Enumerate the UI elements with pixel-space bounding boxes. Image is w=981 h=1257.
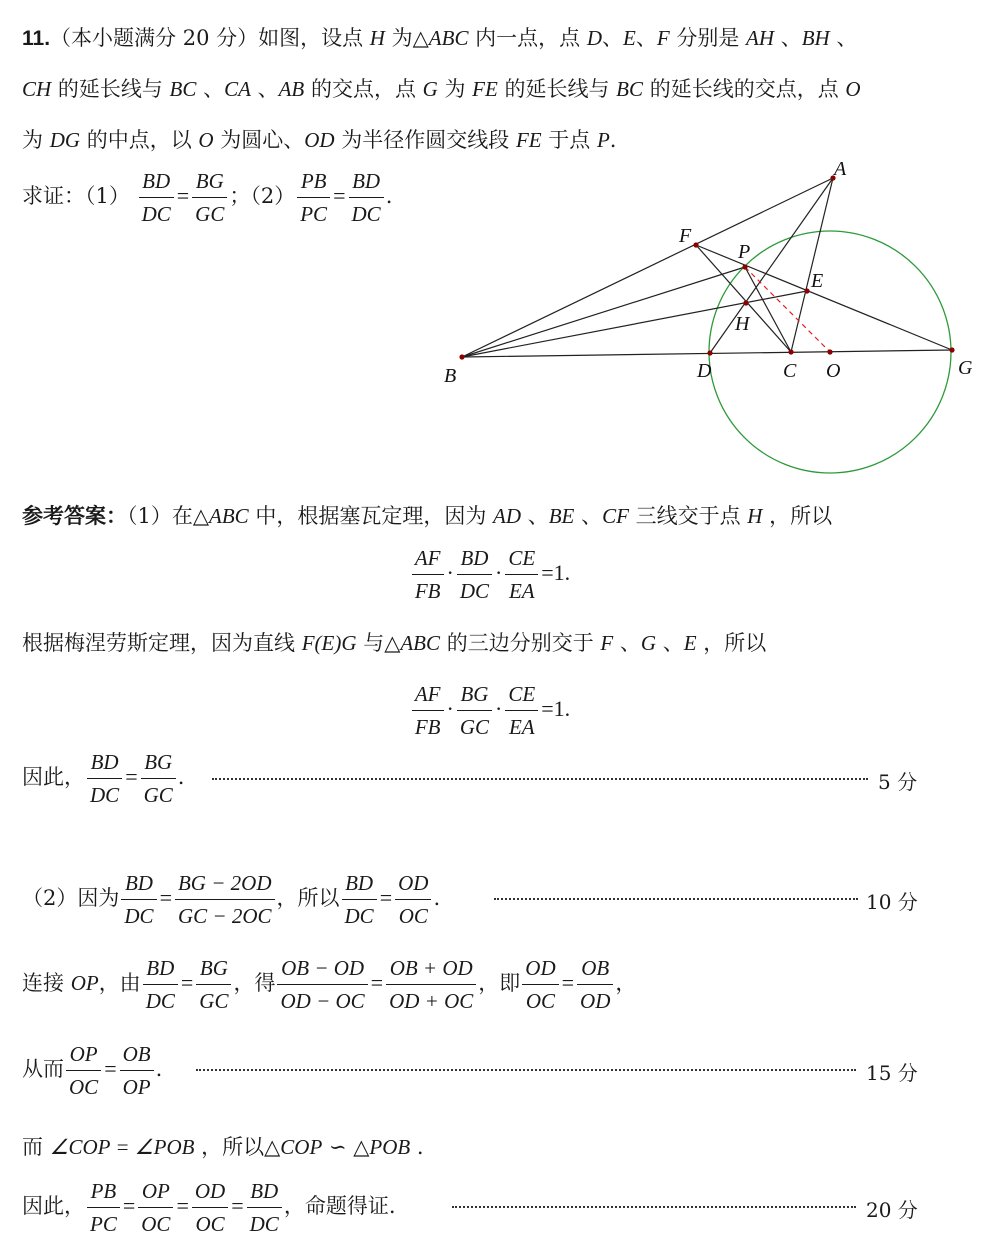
point-d — [707, 350, 712, 355]
numerator: OP — [138, 1176, 173, 1208]
rhs: =1. — [541, 696, 571, 721]
label-a: A — [834, 158, 847, 180]
equals: = — [333, 183, 346, 208]
equals: = — [159, 885, 172, 910]
point-h — [743, 300, 748, 305]
denominator: GC — [199, 989, 229, 1013]
text: 、 — [774, 26, 802, 50]
geometry-figure — [0, 0, 981, 490]
text: （1）在△ — [127, 504, 210, 528]
math: F — [301, 631, 315, 655]
fraction — [522, 953, 558, 1016]
text: 而 — [22, 1135, 50, 1159]
point-f — [693, 242, 698, 247]
math: BC — [616, 77, 644, 101]
math: OP — [70, 971, 99, 995]
ceva-equation — [0, 543, 981, 606]
denominator: EA — [508, 715, 535, 739]
denominator: OC — [195, 1212, 225, 1236]
text: . — [385, 184, 393, 208]
answer-line-4 — [22, 868, 440, 931]
fraction — [577, 953, 613, 1016]
numerator: AF — [412, 543, 444, 575]
numerator: OD — [192, 1176, 228, 1208]
text: 与△ — [356, 631, 401, 655]
numerator: OD — [522, 953, 558, 985]
dotted-leader — [196, 1069, 856, 1071]
math: (E) — [314, 631, 342, 655]
dot: · — [495, 696, 503, 721]
math: CF — [602, 504, 629, 528]
rhs: =1. — [541, 560, 571, 585]
numerator: OB + OD — [386, 953, 476, 985]
denominator: DC — [249, 1212, 279, 1236]
math: FE — [472, 77, 498, 101]
segment-be — [462, 291, 807, 357]
numerator: BG − 2OD — [175, 868, 275, 900]
menelaus-equation — [0, 679, 981, 742]
text: ，所以 — [696, 631, 767, 655]
text: 为 — [22, 128, 50, 152]
numerator: BD — [349, 166, 384, 198]
denominator: FB — [414, 579, 441, 603]
text: . — [433, 886, 441, 910]
numerator: BD — [457, 543, 492, 575]
denominator: PC — [90, 1212, 117, 1236]
text: 中，根据塞瓦定理，因为 — [248, 504, 494, 528]
numerator: OP — [66, 1039, 101, 1071]
text: 连接 — [22, 971, 71, 995]
math: BC — [169, 77, 197, 101]
text: 的中点，以 — [80, 128, 199, 152]
text: 、 — [613, 631, 641, 655]
score-15: 15 分 — [866, 1061, 918, 1085]
fraction — [121, 868, 156, 931]
denominator: GC — [143, 783, 173, 807]
denominator: OC — [69, 1075, 99, 1099]
equals: = — [122, 1193, 136, 1218]
math: F — [600, 631, 614, 655]
fraction — [138, 1176, 173, 1239]
fraction — [395, 868, 431, 931]
answer-line-7 — [22, 1131, 424, 1161]
text: 因此， — [22, 765, 85, 789]
text: 、 — [196, 77, 225, 101]
text: 、 — [602, 26, 623, 50]
denominator: DC — [344, 904, 374, 928]
equals: = — [231, 1193, 244, 1218]
numerator: PB — [297, 166, 330, 198]
dotted-leader — [494, 898, 858, 900]
equals: = — [176, 183, 190, 208]
text: 三线交于点 — [628, 504, 748, 528]
label-g: G — [958, 357, 973, 379]
equals: = — [176, 1193, 189, 1218]
text: 分别是 — [669, 26, 747, 50]
score-20: 20 分 — [866, 1198, 918, 1222]
label-e: E — [811, 270, 824, 292]
equals: = — [379, 885, 393, 910]
equals: = — [125, 764, 138, 789]
math: CA — [224, 77, 251, 101]
math: COP — [280, 1135, 323, 1159]
text: ，命题得证. — [283, 1194, 396, 1218]
numerator: AF — [412, 679, 444, 711]
point-g — [949, 347, 954, 352]
answer-line-1 — [22, 500, 832, 530]
math: ABC — [428, 26, 469, 50]
math: G — [422, 77, 438, 101]
fraction — [412, 679, 444, 742]
text: 、 — [829, 26, 858, 50]
fraction — [87, 1176, 120, 1239]
denominator: PC — [300, 202, 328, 226]
text: . — [177, 765, 185, 789]
denominator: OP — [122, 1075, 151, 1099]
numerator: BD — [139, 166, 174, 198]
label-o: O — [826, 360, 841, 382]
text: 内一点，点 — [468, 26, 587, 50]
math: F — [656, 26, 670, 50]
equals: = — [561, 970, 575, 995]
numerator: BD — [342, 868, 377, 900]
text: . — [155, 1057, 163, 1081]
fraction — [412, 543, 444, 606]
math: O — [845, 77, 861, 101]
math: FE — [515, 128, 542, 152]
fraction — [120, 1039, 154, 1102]
text: 为△ — [384, 26, 429, 50]
text: ，得 — [233, 971, 276, 995]
numerator: OB — [577, 953, 613, 985]
numerator: OB — [120, 1039, 154, 1071]
denominator: OD − OC — [280, 989, 365, 1013]
score-10: 10 分 — [866, 890, 918, 914]
text: ，所以 — [762, 504, 833, 528]
text: ；（2） — [229, 184, 296, 208]
denominator: GC − 2OC — [177, 904, 272, 928]
numerator: BD — [247, 1176, 282, 1208]
text: ，由 — [98, 971, 141, 995]
math: O — [198, 128, 214, 152]
label-b: B — [444, 365, 457, 387]
segment-ba — [462, 178, 833, 357]
equals: = — [104, 1056, 117, 1081]
text: 于点 — [541, 128, 597, 152]
numerator: BG — [141, 747, 176, 779]
fraction — [277, 953, 367, 1016]
text: . — [609, 128, 617, 152]
numerator: BD — [121, 868, 156, 900]
label-p: P — [738, 241, 751, 263]
label-f: F — [679, 225, 692, 247]
numerator: CE — [505, 543, 538, 575]
text: 、 — [635, 26, 657, 50]
text: 的三边分别交于 — [440, 631, 601, 655]
math: E — [683, 631, 697, 655]
denominator: OD + OC — [389, 989, 474, 1013]
numerator: BG — [457, 679, 492, 711]
score-5: 5 分 — [878, 770, 918, 794]
numerator: CE — [505, 679, 538, 711]
math: BH — [801, 26, 830, 50]
label-h: H — [735, 313, 750, 335]
point-c — [788, 349, 793, 354]
dot: · — [446, 696, 454, 721]
point-p — [742, 264, 747, 269]
text: 为半径作圆交线段 — [334, 128, 516, 152]
math: ABC — [209, 504, 249, 528]
denominator: FB — [414, 715, 441, 739]
denominator: OC — [525, 989, 556, 1013]
text: ， — [615, 971, 637, 995]
dotted-leader — [212, 778, 868, 780]
answer-line-8 — [22, 1176, 396, 1239]
denominator: OD — [580, 989, 611, 1013]
denominator: DC — [124, 904, 154, 928]
math: AD — [493, 504, 522, 528]
text: 的交点，点 — [304, 77, 423, 101]
fraction — [505, 679, 538, 742]
answer-line-6 — [22, 1039, 162, 1102]
text: 的延长线与 — [51, 77, 170, 101]
fraction — [386, 953, 476, 1016]
math: E — [623, 26, 636, 50]
math: ABC — [400, 631, 441, 655]
fraction — [457, 679, 492, 742]
denominator: DC — [145, 989, 175, 1013]
math: ∠COP = ∠POB — [49, 1135, 195, 1159]
segment-ad — [710, 178, 833, 353]
fraction — [66, 1039, 101, 1102]
point-b — [459, 354, 464, 359]
math: D — [586, 26, 602, 50]
math: P — [596, 128, 610, 152]
answer-label: 参考答案： — [22, 503, 127, 528]
equals: = — [180, 970, 194, 995]
fraction — [175, 868, 275, 931]
math: DG — [49, 128, 81, 152]
equals: = — [370, 970, 384, 995]
text: ，所以 — [276, 886, 340, 910]
text: 为圆心、 — [213, 128, 305, 152]
point-o — [827, 349, 832, 354]
text: ∽ △ — [322, 1135, 370, 1159]
segment-ac — [791, 178, 833, 352]
math: OD — [304, 128, 335, 152]
numerator: OD — [395, 868, 431, 900]
numerator: PB — [87, 1176, 120, 1208]
math: CH — [22, 77, 52, 101]
text: 从而 — [22, 1057, 64, 1081]
dotted-leader — [452, 1206, 856, 1208]
fraction — [196, 953, 231, 1016]
denominator: OC — [141, 1212, 171, 1236]
math: G — [640, 631, 657, 655]
segment-bp — [462, 267, 745, 357]
text: ，即 — [478, 971, 521, 995]
denominator: GC — [195, 202, 225, 226]
math: AB — [278, 77, 305, 101]
dot: · — [446, 560, 454, 585]
fraction — [342, 868, 377, 931]
denominator: EA — [508, 579, 535, 603]
text: 根据梅涅劳斯定理，因为直线 — [22, 631, 302, 655]
numerator: BD — [87, 747, 122, 779]
fraction — [192, 1176, 228, 1239]
answer-line-5 — [22, 953, 636, 1016]
answer-line-2 — [22, 627, 766, 657]
math: BE — [548, 504, 575, 528]
problem-number: 11. — [22, 27, 51, 50]
fraction — [505, 543, 538, 606]
label-c: C — [783, 360, 797, 382]
text: （本小题满分 20 分）如图，设点 — [50, 26, 370, 50]
text: 的延长线与 — [497, 77, 617, 101]
point-e — [804, 288, 809, 293]
text: 、 — [656, 631, 684, 655]
denominator: DC — [459, 579, 490, 603]
text: 、 — [574, 504, 603, 528]
text: 的延长线的交点，点 — [643, 77, 846, 101]
denominator: DC — [351, 202, 381, 226]
text: 为 — [437, 77, 473, 101]
numerator: BG — [192, 166, 227, 198]
math: H — [369, 26, 385, 50]
fraction — [143, 953, 178, 1016]
numerator: OB − OD — [277, 953, 367, 985]
text: 、 — [250, 77, 279, 101]
denominator: OC — [398, 904, 428, 928]
text: 、 — [521, 504, 549, 528]
text: （2）因为 — [22, 886, 120, 910]
text: 因此， — [22, 1194, 85, 1218]
fraction — [87, 747, 122, 810]
math: H — [747, 504, 763, 528]
text: . — [410, 1135, 424, 1159]
fraction — [141, 747, 176, 810]
fraction — [247, 1176, 282, 1239]
answer-line-3 — [22, 747, 184, 810]
numerator: BD — [143, 953, 178, 985]
dot: · — [495, 560, 503, 585]
denominator: DC — [141, 202, 171, 226]
label-d: D — [697, 360, 712, 382]
segment-bg — [462, 350, 952, 357]
numerator: BG — [196, 953, 231, 985]
text: 求证：（1） — [22, 184, 130, 208]
math: AH — [746, 26, 775, 50]
segment-pc — [745, 267, 791, 352]
fraction — [457, 543, 492, 606]
text: ，所以△ — [194, 1135, 281, 1159]
denominator: DC — [90, 783, 120, 807]
math: POB — [369, 1135, 411, 1159]
denominator: GC — [459, 715, 490, 739]
math: G — [341, 631, 357, 655]
